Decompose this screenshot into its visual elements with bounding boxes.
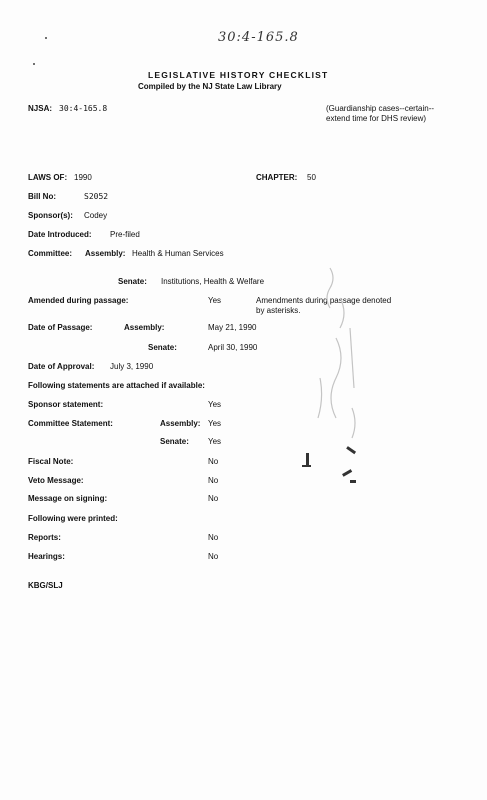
- statements-heading: Following statements are attached if available:: [28, 381, 205, 390]
- committee-statement-senate-label: Senate:: [160, 437, 189, 446]
- passage-assembly-label: Assembly:: [124, 323, 165, 332]
- laws-of-value: 1990: [74, 173, 92, 182]
- committee-statement-label: Committee Statement:: [28, 419, 113, 428]
- date-introduced-value: Pre-filed: [110, 230, 140, 239]
- passage-label: Date of Passage:: [28, 323, 93, 332]
- sponsor-label: Sponsor(s):: [28, 211, 73, 220]
- committee-statement-assembly-value: Yes: [208, 419, 222, 428]
- stamp-bleed-through: [290, 258, 390, 488]
- sponsor-statement-label: Sponsor statement:: [28, 400, 104, 409]
- scan-speck: [45, 37, 47, 39]
- committee-label: Committee:: [28, 249, 73, 258]
- amended-note: Amendments during passage denoted by asterisks.: [256, 296, 392, 315]
- date-introduced-label: Date Introduced:: [28, 230, 92, 239]
- approval-value: July 3, 1990: [110, 362, 154, 371]
- veto-message-label: Veto Message:: [28, 476, 84, 485]
- committee-senate-label: Senate:: [118, 277, 147, 286]
- document-title: LEGISLATIVE HISTORY CHECKLIST: [148, 70, 329, 80]
- fiscal-note-value: No: [208, 457, 219, 466]
- laws-of-label: LAWS OF:: [28, 173, 68, 182]
- bill-no-value: S2052: [84, 192, 109, 201]
- hearings-value: No: [208, 552, 219, 561]
- passage-assembly-value: May 21, 1990: [208, 323, 257, 332]
- committee-assembly-value: Health & Human Services: [132, 249, 224, 258]
- veto-message-value: No: [208, 476, 219, 485]
- scan-speck: [33, 63, 35, 65]
- committee-assembly-label: Assembly:: [85, 249, 126, 258]
- initials: KBG/SLJ: [28, 581, 63, 590]
- document-subtitle: Compiled by the NJ State Law Library: [138, 82, 282, 91]
- sponsor-statement-value: Yes: [208, 400, 222, 409]
- amended-label: Amended during passage:: [28, 296, 129, 305]
- committee-statement-assembly-label: Assembly:: [160, 419, 201, 428]
- sponsor-value: Codey: [84, 211, 108, 220]
- njsa-label: NJSA:: [28, 104, 53, 113]
- chapter-label: CHAPTER:: [256, 173, 298, 182]
- message-signing-label: Message on signing:: [28, 494, 108, 503]
- committee-senate-value: Institutions, Health & Welfare: [161, 277, 265, 286]
- hearings-label: Hearings:: [28, 552, 65, 561]
- printed-heading: Following were printed:: [28, 514, 118, 523]
- amended-value: Yes: [208, 296, 222, 305]
- passage-senate-label: Senate:: [148, 343, 177, 352]
- reports-value: No: [208, 533, 219, 542]
- passage-senate-value: April 30, 1990: [208, 343, 258, 352]
- handwritten-citation: 30:4-165.8: [218, 30, 299, 45]
- fiscal-note-label: Fiscal Note:: [28, 457, 74, 466]
- bill-no-label: Bill No:: [28, 192, 56, 201]
- subject-note: (Guardianship cases--certain--extend time for DHS review): [326, 104, 435, 123]
- njsa-value: 30:4-165.8: [59, 104, 108, 113]
- approval-label: Date of Approval:: [28, 362, 95, 371]
- message-signing-value: No: [208, 494, 219, 503]
- chapter-value: 50: [307, 173, 316, 182]
- reports-label: Reports:: [28, 533, 61, 542]
- committee-statement-senate-value: Yes: [208, 437, 222, 446]
